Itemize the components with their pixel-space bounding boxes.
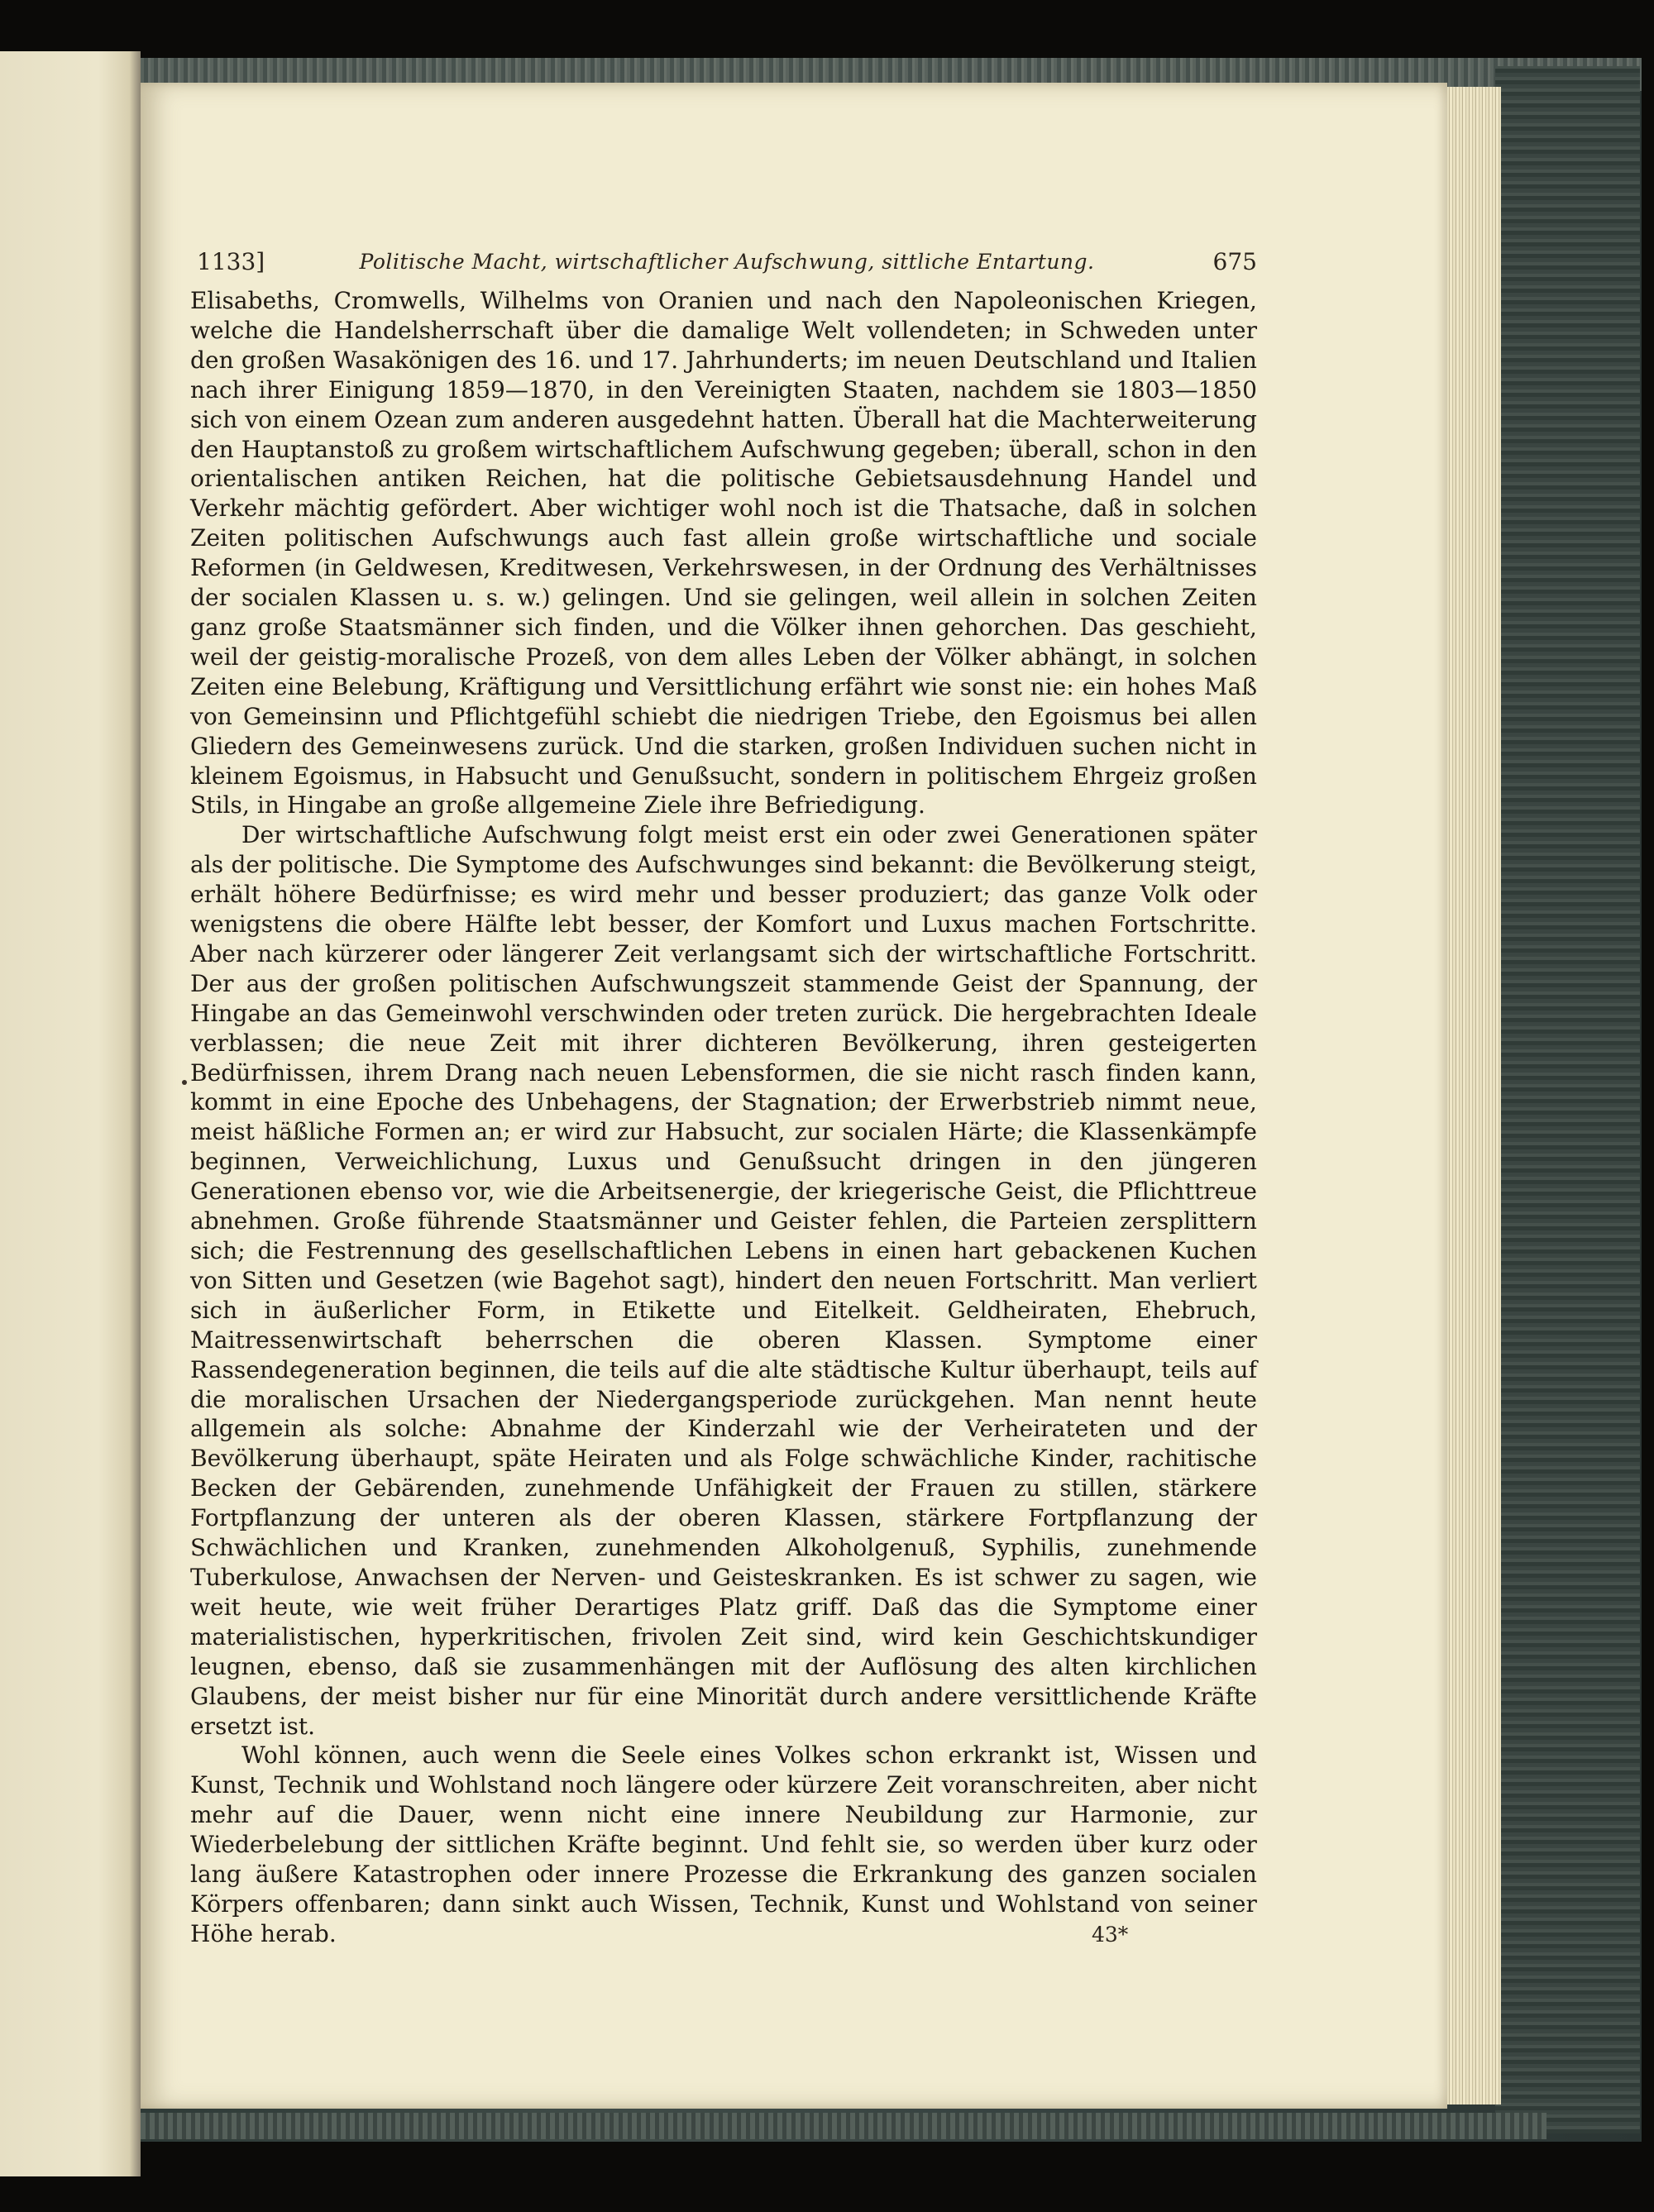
- running-header: [197, 248, 1257, 281]
- page-number: 675: [1212, 248, 1257, 275]
- cover-bottom-edge: [141, 2113, 1546, 2139]
- paragraph: Elisabeths, Cromwells, Wilhelms von Oranien und nach den Napoleonischen Kriegen, welche die Handelsherrschaft über die damalige Welt vollendeten; in Schweden unter den großen Wasakönigen des 16. und 17. Jahrhunderts; im neuen Deutschland und Italien nach ihrer Einigung 1859—1870, in den Vereinigten Staaten, nachdem sie 1803—1850 sich von einem Ozean zum anderen ausgedehnt hatten. Überall hat die Machterweiterung den Hauptanstoß zu großem wirtschaftlichem Aufschwung gegeben; überall, schon in den orientalischen antiken Reichen, hat die politische Gebietsausdehnung Handel und Verkehr mächtig gefördert. Aber wichtiger wohl noch ist die Thatsache, daß in solchen Zeiten politischen Aufschwungs auch fast allein große wirtschaftliche und sociale Reformen (in Geldwesen, Kreditwesen, Verkehrswesen, in der Ordnung des Verhältnisses der socialen Klassen u. s. w.) gelingen. Und sie gelingen, weil allein in solchen Zeiten ganz große Staatsmänner sich finden, und die Völker ihnen gehorchen. Das geschieht, weil der geistig-moralische Prozeß, von dem alles Leben der Völker abhängt, in solchen Zeiten eine Belebung, Kräftigung und Versittlichung erfährt wie sonst nie: ein hohes Maß von Gemeinsinn und Pflichtgefühl schiebt die niedrigen Triebe, den Egoismus bei allen Gliedern des Gemeinwesens zurück. Und die starken, großen Individuen suchen nicht in kleinem Egoismus, in Habsucht und Genußsucht, sondern in politischem Ehrgeiz großen Stils, in Hingabe an große allgemeine Ziele ihre Befriedigung.: [190, 287, 1257, 819]
- body-text: [190, 286, 1257, 1949]
- previous-page-edge: [0, 51, 141, 2176]
- paragraph: Der wirtschaftliche Aufschwung folgt meist erst ein oder zwei Generationen später als der politische. Die Symptome des Aufschwunges sind bekannt: die Bevölkerung steigt, erhält höhere Bedürfnisse; es wird mehr und besser produziert; das ganze Volk oder wenigstens die obere Hälfte lebt besser, der Komfort und Luxus machen Fortschritte. Aber nach kürzerer oder längerer Zeit verlangsamt sich der wirtschaftliche Fortschritt. Der aus der großen politischen Aufschwungszeit stammende Geist der Spannung, der Hingabe an das Gemeinwohl verschwinden oder treten zurück. Die hergebrachten Ideale verblassen; die neue Zeit mit ihrer dichteren Bevölkerung, ihren gesteigerten Bedürfnissen, ihrem Drang nach neuen Lebensformen, die sie nicht rasch finden kann, kommt in eine Epoche des Unbehagens, der Stagnation; der Erwerbstrieb nimmt neue, meist häßliche Formen an; er wird zur Habsucht, zur socialen Härte; die Klassenkämpfe beginnen, Verweichlichung, Luxus und Genußsucht dringen in den jüngeren Generationen ebenso vor, wie die Arbeitsenergie, der kriegerische Geist, die Pflichttreue abnehmen. Große führende Staatsmänner und Geister fehlen, die Parteien zersplittern sich; die Festrennung des gesellschaftlichen Lebens in einen hart gebackenen Kuchen von Sitten und Gesetzen (wie Bagehot sagt), hindert den neuen Fortschritt. Man verliert sich in äußerlicher Form, in Etikette und Eitelkeit. Geldheiraten, Ehebruch, Maitressenwirtschaft beherrschen die oberen Klassen. Symptome einer Rassendegeneration beginnen, die teils auf die alte städtische Kultur überhaupt, teils auf die moralischen Ursachen der Niedergangsperiode zurückgehen. Man nennt heute allgemein als solche: Abnahme der Kinderzahl wie der Verheirateten und der Bevölkerung überhaupt, späte Heiraten und als Folge schwächliche Kinder, rachitische Becken der Gebärenden, zunehmende Unfähigkeit der Frauen zu stillen, stärkere Fortpflanzung der unteren als der oberen Klassen, stärkere Fortpflanzung der Schwächlichen und Kranken, zunehmenden Alkoholgenuß, Syphilis, zunehmende Tuberkulose, Anwachsen der Nerven- und Geisteskranken. Es ist schwer zu sagen, wie weit heute, wie weit früher Derartiges Platz griff. Daß das die Symptome einer materialistischen, hyperkritischen, frivolen Zeit sind, wird kein Geschichtskundiger leugnen, ebenso, daß sie zusammenhängen mit der Auflösung des alten kirchlichen Glaubens, der meist bisher nur für eine Minorität durch andere versittlichende Kräfte ersetzt ist.: [190, 821, 1257, 1740]
- signature-mark: 43*: [1092, 1923, 1129, 1947]
- page-edges: [1443, 87, 1501, 2105]
- cover-right-edge: [1495, 66, 1640, 2133]
- paragraph: Wohl können, auch wenn die Seele eines Volkes schon erkrankt ist, Wissen und Kunst, Technik und Wohlstand noch längere oder kürzere Zeit voranschreiten, aber nicht mehr auf die Dauer, wenn nicht eine innere Neubildung zur Harmonie, zur Wiederbelebung der sittlichen Kräfte beginnt. Und fehlt sie, so werden über kurz oder lang äußere Katastrophen oder innere Prozesse die Erkrankung des ganzen socialen Körpers offenbaren; dann sinkt auch Wissen, Technik, Kunst und Wohlstand von seiner Höhe herab.: [190, 1741, 1257, 1947]
- margin-mark: [182, 1080, 187, 1085]
- section-number: 1133]: [197, 248, 265, 275]
- running-title: Politische Macht, wirtschaftlicher Aufschwung, sittliche Entartung.: [359, 250, 1095, 274]
